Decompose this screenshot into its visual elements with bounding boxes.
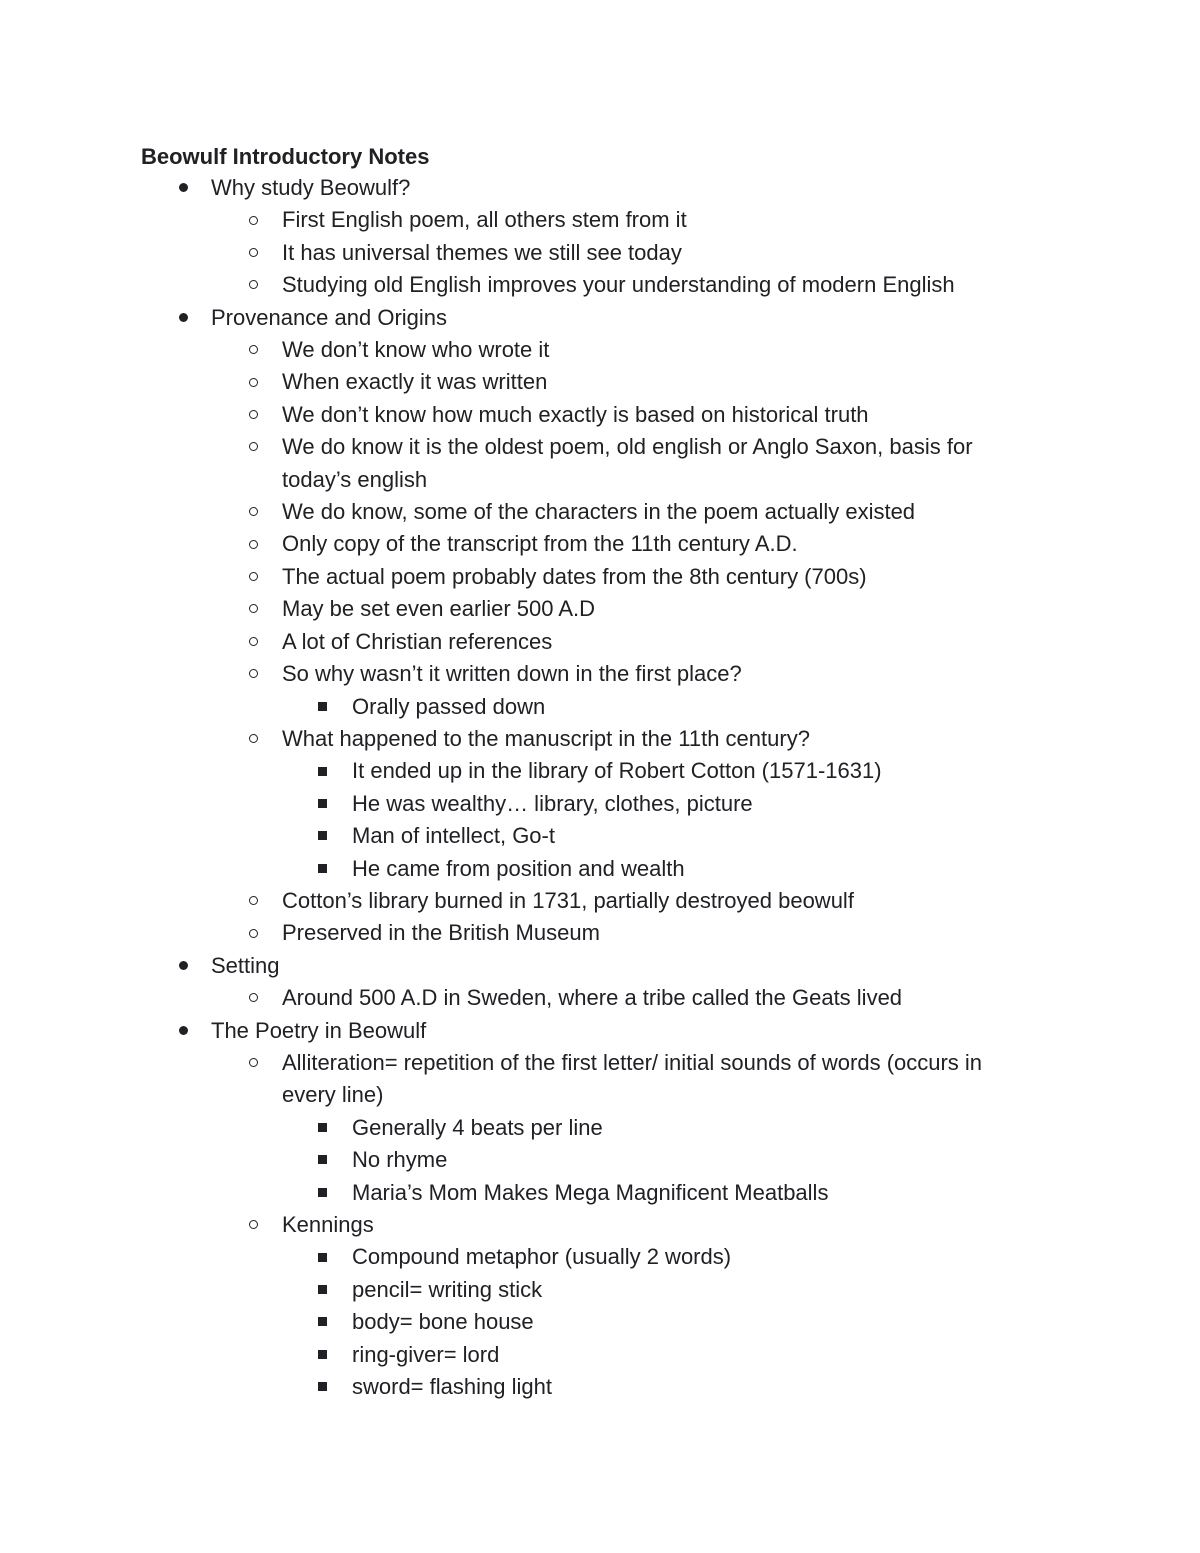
filled-square-bullet-icon — [318, 853, 327, 885]
list-item-level-2 — [0, 723, 1032, 755]
hollow-circle-bullet-icon — [249, 917, 258, 949]
list-item-level-3 — [0, 1339, 1032, 1371]
notes-outline — [0, 172, 1200, 1403]
list-item-level-2 — [0, 1209, 1032, 1241]
list-item-text: pencil= writing stick — [352, 1276, 543, 1302]
list-item-level-2 — [0, 204, 1032, 236]
list-item-level-3 — [0, 1306, 1032, 1338]
list-item-level-2 — [0, 658, 1032, 690]
list-item-level-3 — [0, 1112, 1032, 1144]
hollow-circle-bullet-icon — [249, 528, 258, 560]
hollow-circle-bullet-icon — [249, 982, 258, 1014]
hollow-circle-bullet-icon — [249, 366, 258, 398]
list-item-text: Studying old English improves your understanding of modern English — [282, 272, 955, 298]
filled-circle-bullet-icon — [179, 950, 188, 982]
list-item-text: ring-giver= lord — [352, 1341, 500, 1367]
list-item-text: He came from position and wealth — [352, 855, 685, 881]
list-item-level-2 — [0, 885, 1032, 917]
hollow-circle-bullet-icon — [249, 626, 258, 658]
list-item-text: The actual poem probably dates from the 8th century (700s) — [282, 563, 867, 589]
list-item-level-2 — [0, 269, 1032, 301]
list-item-level-2 — [0, 982, 1032, 1014]
list-item-text: We don’t know how much exactly is based on historical truth — [282, 401, 869, 427]
list-item-text: No rhyme — [352, 1147, 448, 1173]
list-item-text: Only copy of the transcript from the 11th century A.D. — [282, 531, 798, 557]
list-item-text: body= bone house — [352, 1309, 534, 1335]
filled-square-bullet-icon — [318, 820, 327, 852]
hollow-circle-bullet-icon — [249, 658, 258, 690]
list-item-level-2 — [0, 1047, 1032, 1112]
list-item-text: First English poem, all others stem from it — [282, 207, 687, 233]
hollow-circle-bullet-icon — [249, 723, 258, 755]
list-item-text: Cotton’s library burned in 1731, partially destroyed beowulf — [282, 887, 854, 913]
list-item-text: May be set even earlier 500 A.D — [282, 596, 596, 622]
document-title: Beowulf Introductory Notes — [141, 144, 430, 169]
list-item-text: Alliteration= repetition of the first letter/ initial sounds of words (occurs in every line) — [282, 1049, 983, 1108]
list-item-level-1 — [0, 172, 1030, 204]
filled-square-bullet-icon — [318, 1144, 327, 1176]
list-item-text: Maria’s Mom Makes Mega Magnificent Meatballs — [352, 1179, 829, 1205]
list-item-level-2 — [0, 528, 1032, 560]
list-item-level-3 — [0, 1241, 1032, 1273]
list-item-text: When exactly it was written — [282, 369, 548, 395]
hollow-circle-bullet-icon — [249, 204, 258, 236]
list-item-text: sword= flashing light — [352, 1374, 552, 1400]
list-item-text: Man of intellect, Go-t — [352, 823, 555, 849]
filled-circle-bullet-icon — [179, 302, 188, 334]
list-item-level-3 — [0, 691, 1032, 723]
list-item-text: Provenance and Origins — [211, 304, 448, 330]
list-item-level-2 — [0, 917, 1032, 949]
list-item-text: Generally 4 beats per line — [352, 1114, 603, 1140]
list-item-level-3 — [0, 1274, 1032, 1306]
hollow-circle-bullet-icon — [249, 496, 258, 528]
list-item-level-1 — [0, 1015, 1030, 1047]
filled-square-bullet-icon — [318, 1306, 327, 1338]
filled-circle-bullet-icon — [179, 172, 188, 204]
list-item-level-3 — [0, 820, 1032, 852]
list-item-level-2 — [0, 431, 1032, 496]
list-item-text: Orally passed down — [352, 693, 546, 719]
hollow-circle-bullet-icon — [249, 431, 258, 463]
list-item-text: Setting — [211, 952, 280, 978]
filled-square-bullet-icon — [318, 1274, 327, 1306]
hollow-circle-bullet-icon — [249, 1047, 258, 1079]
hollow-circle-bullet-icon — [249, 334, 258, 366]
filled-square-bullet-icon — [318, 1241, 327, 1273]
hollow-circle-bullet-icon — [249, 269, 258, 301]
list-item-level-3 — [0, 755, 1032, 787]
list-item-text: Around 500 A.D in Sweden, where a tribe called the Geats lived — [282, 985, 903, 1011]
list-item-level-2 — [0, 561, 1032, 593]
list-item-text: Kennings — [282, 1212, 374, 1237]
list-item-level-2 — [0, 237, 1032, 269]
hollow-circle-bullet-icon — [249, 399, 258, 431]
hollow-circle-bullet-icon — [249, 885, 258, 917]
list-item-text: We don’t know who wrote it — [282, 337, 550, 363]
list-item-level-3 — [0, 1177, 1032, 1209]
hollow-circle-bullet-icon — [249, 237, 258, 269]
filled-square-bullet-icon — [318, 755, 327, 787]
list-item-level-3 — [0, 1371, 1032, 1403]
list-item-text: We do know it is the oldest poem, old english or Anglo Saxon, basis for today’s english — [282, 434, 973, 492]
hollow-circle-bullet-icon — [249, 593, 258, 625]
filled-square-bullet-icon — [318, 691, 327, 723]
filled-circle-bullet-icon — [179, 1015, 188, 1047]
list-item-level-1 — [0, 950, 1030, 982]
filled-square-bullet-icon — [318, 1177, 327, 1209]
list-item-level-2 — [0, 334, 1032, 366]
filled-square-bullet-icon — [318, 788, 327, 820]
list-item-level-3 — [0, 1144, 1032, 1176]
list-item-level-3 — [0, 853, 1032, 885]
list-item-level-1 — [0, 302, 1030, 334]
hollow-circle-bullet-icon — [249, 1209, 258, 1241]
list-item-level-2 — [0, 626, 1032, 658]
list-item-level-2 — [0, 366, 1032, 398]
list-item-text: A lot of Christian references — [282, 628, 553, 654]
list-item-text: We do know, some of the characters in the poem actually existed — [282, 499, 916, 525]
hollow-circle-bullet-icon — [249, 561, 258, 593]
list-item-level-3 — [0, 788, 1032, 820]
list-item-text: What happened to the manuscript in the 11th century? — [282, 725, 810, 751]
list-item-text: He was wealthy… library, clothes, picture — [352, 790, 753, 816]
filled-square-bullet-icon — [318, 1112, 327, 1144]
list-item-text: Preserved in the British Museum — [282, 920, 600, 946]
list-item-text: It ended up in the library of Robert Cotton (1571-1631) — [352, 758, 882, 784]
list-item-text: Compound metaphor (usually 2 words) — [352, 1244, 732, 1270]
list-item-text: The Poetry in Beowulf — [211, 1017, 427, 1043]
filled-square-bullet-icon — [318, 1339, 327, 1371]
list-item-text: It has universal themes we still see today — [282, 239, 682, 265]
list-item-level-2 — [0, 399, 1032, 431]
list-item-text: Why study Beowulf? — [211, 175, 411, 200]
list-item-level-2 — [0, 496, 1032, 528]
filled-square-bullet-icon — [318, 1371, 327, 1403]
list-item-level-2 — [0, 593, 1032, 625]
list-item-text: So why wasn’t it written down in the first place? — [282, 661, 742, 687]
